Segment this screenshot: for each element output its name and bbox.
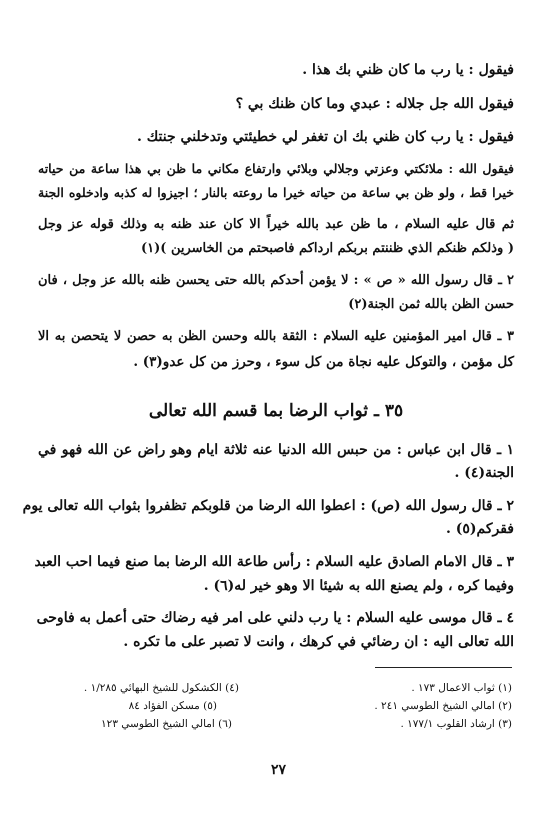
text-line-1: فيقول : يا رب ما كان ظني بك هذا . [302, 62, 514, 78]
text-line-18: ٤ ـ قال موسى عليه السلام : يا رب دلني على امر فيه رضاك حتى أعمل به فاوحى [36, 610, 514, 626]
footnote-rule [375, 667, 512, 668]
text-line-3: فيقول : يا رب كان ظني بك ان تغفر لي خطيئتي وتدخلني جنتك . [137, 129, 514, 145]
text-line-16: ٣ ـ قال الامام الصادق عليه السلام : رأس طاعة الله الرضا بما صنع فيما احب العبد [34, 554, 514, 570]
footnote-2: (٢) امالي الشيخ الطوسي ٢٤١ . [374, 700, 512, 712]
footnote-3: (٣) ارشاد القلوب ١٧٧/١ . [400, 718, 512, 730]
text-line-8: ٢ ـ قال رسول الله « ص » : لا يؤمن أحدكم بالله حتى يحسن ظنه بالله عز وجل ، فان [38, 273, 514, 288]
text-line-13: الجنة(٤) . [454, 465, 514, 481]
text-line-6: ثم قال عليه السلام ، ما ظن عبد بالله خيراً الا كان عند ظنه به وذلك قوله عز وجل [38, 217, 514, 232]
footnote-6: (٦) امالي الشيخ الطوسي ١٢٣ [101, 718, 232, 730]
text-line-7: ( وذلكم ظنكم الذي ظننتم بربكم ارداكم فاصبحتم من الخاسرين )(١) [141, 241, 514, 256]
text-line-4: فيقول الله : ملائكتي وعزتي وجلالي وبلائي وارتفاع مكاني ما ظن بي هذا ساعة من حياته [38, 161, 514, 176]
page-number: ٢٧ [270, 762, 287, 778]
text-line-15: فقركم(٥) . [445, 521, 514, 537]
text-line-17: وفيما كره ، ولم يصنع الله به شيئا الا وهو خير له(٦) . [203, 578, 514, 594]
text-line-12: ١ ـ قال ابن عباس : من حبس الله الدنيا عنه ثلاثة ايام وهو راض عن الله فهو في [38, 442, 514, 458]
text-line-9: حسن الظن بالله ثمن الجنة(٢) [348, 297, 514, 312]
text-line-11: كل مؤمن ، والتوكل عليه نجاة من كل سوء ، وحرز من كل عدو(٣) . [133, 354, 514, 370]
text-line-14: ٢ ـ قال رسول الله (ص) : اعطوا الله الرضا من قلوبكم تظفروا بثواب الله تعالى يوم [22, 498, 514, 514]
footnote-5: (٥) مسكن الفؤاد ٨٤ [128, 700, 217, 712]
text-line-5: خيرا قط ، ولو ظن بي ساعة من حياته خيرا ما روعته بالنار ؛ اجيزوا له كذبه وادخلوه الجنة [38, 185, 514, 200]
text-line-10: ٣ ـ قال امير المؤمنين عليه السلام : الثقة بالله وحسن الظن به حصن لا يتحصن به الا [38, 329, 514, 344]
text-line-2: فيقول الله جل جلاله : عبدي وما كان ظنك بي ؟ [235, 96, 514, 112]
text-line-19: الله تعالى اليه : ان رضائي في كرهك ، وانت لا تصبر على ما تكره . [123, 634, 514, 650]
footnote-1: (١) ثواب الاعمال ١٧٣ . [411, 682, 512, 694]
footnote-4: (٤) الكشكول للشيخ البهائي ١/٢٨٥ . [83, 682, 239, 694]
section-heading: ٣٥ ـ ثواب الرضا بما قسم الله تعالى [148, 401, 404, 421]
